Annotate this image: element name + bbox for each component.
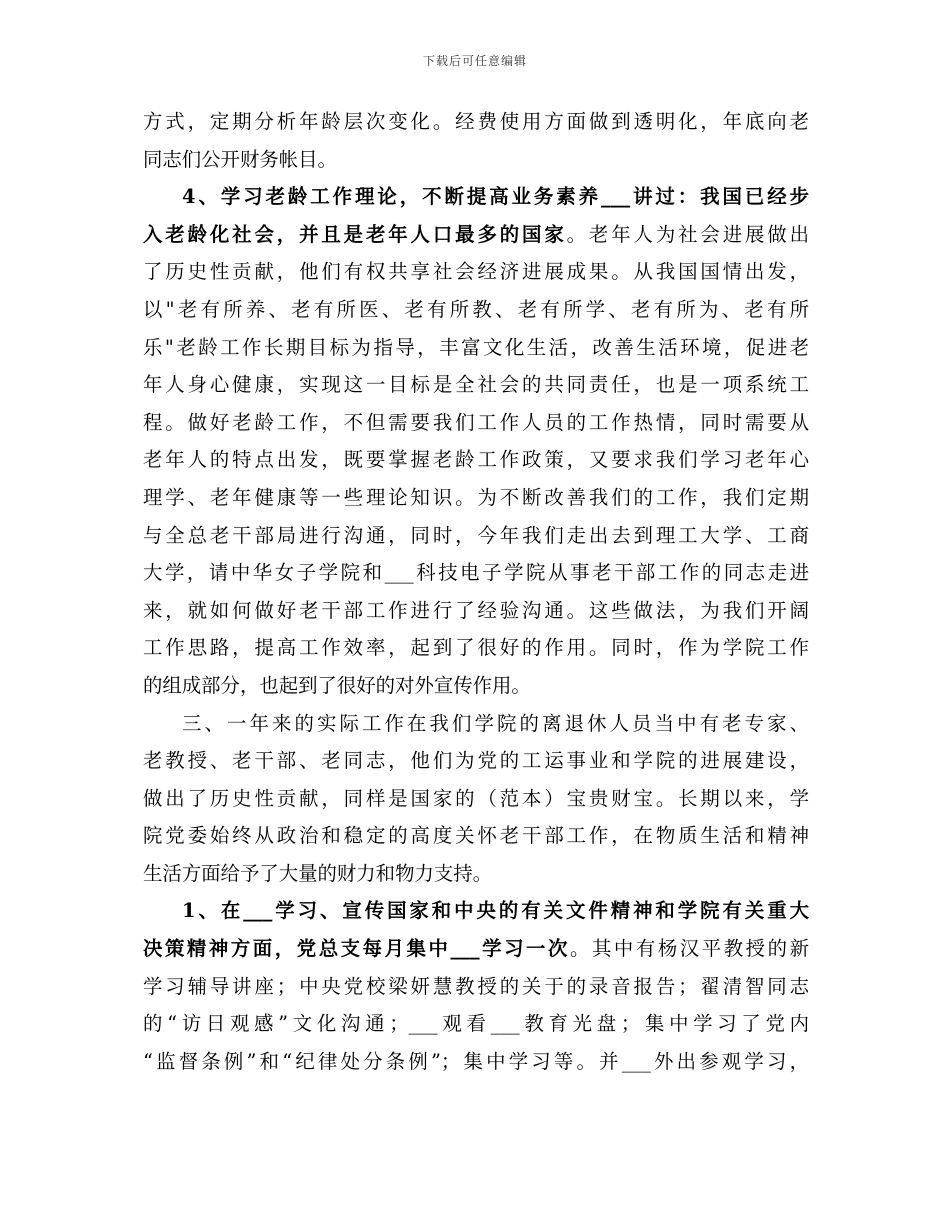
text-line	[143, 968, 809, 1006]
text-line	[143, 329, 809, 367]
text-segment: 三、一年来的实际工作在我们学院的离退休人员当中有老专家、	[182, 711, 809, 735]
text-segment: 院党委始终从政治和稳定的高度关怀老干部工作，在物质生活和精神	[143, 824, 809, 848]
text-segment: 方式，定期分析年龄层次变化。经费使用方面做到透明化，年底向老	[143, 110, 809, 133]
text-segment: 的“访日观感”文化沟通；___观看___教育光盘；集中学习了党内	[143, 1012, 809, 1036]
bold-heading-segment: 4、学习老龄工作理论，不断提高业务素养___讲过：我国已经步	[182, 185, 809, 209]
page-header: 下载后可任意编辑	[422, 54, 527, 68]
bold-heading-segment: 1、在___学习、宣传国家和中央的有关文件精神和学院有关重大	[182, 899, 809, 923]
text-line	[143, 817, 809, 855]
text-segment: 老年人的特点出发，既要掌握老龄工作政策，又要求我们学习老年心	[143, 448, 809, 472]
text-segment: 理学、老年健康等一些理论知识。为不断改善我们的工作，我们定期	[143, 485, 809, 509]
bold-heading-segment: 入老龄化社会，并且是老年人口最多的国家	[143, 222, 567, 246]
text-segment: 老教授、老干部、老同志，他们为党的工运事业和学院的进展建设，	[143, 749, 809, 773]
text-segment: 学习辅导讲座；中央党校梁妍慧教授的关于的录音报告；翟清智同志	[143, 974, 809, 998]
text-segment: 乐"老龄工作长期目标为指导，丰富文化生活，改善生活环境，促进老	[143, 335, 809, 359]
text-segment: 。老年人为社会进展做出	[566, 222, 809, 246]
text-line	[143, 554, 809, 592]
text-segment: 来，就如何做好老干部工作进行了经验沟通。这些做法，为我们开阔	[143, 598, 809, 622]
text-segment: 工作思路，提高工作效率，起到了很好的作用。同时，作为学院工作	[143, 636, 809, 660]
text-line	[143, 930, 809, 968]
text-line	[143, 1043, 809, 1081]
text-line	[143, 479, 809, 517]
text-line	[143, 517, 809, 555]
text-line	[143, 780, 809, 818]
text-segment: 。其中有杨汉平教授的新	[569, 937, 809, 961]
text-line	[143, 592, 809, 630]
text-line	[143, 742, 809, 780]
text-segment: 年人身心健康，实现这一目标是全社会的共同责任，也是一项系统工	[143, 373, 809, 397]
text-line	[143, 667, 809, 705]
text-line	[143, 366, 809, 404]
text-segment: 程。做好老龄工作，不但需要我们工作人员的工作热情，同时需要从	[143, 410, 809, 434]
text-line	[143, 892, 809, 930]
text-line	[143, 629, 809, 667]
bold-heading-segment: 决策精神方面，党总支每月集中___学习一次	[143, 937, 570, 961]
text-line	[143, 1005, 809, 1043]
text-segment: “监督条例”和“纪律处分条例”；集中学习等。并___外出参观学习，	[143, 1049, 809, 1073]
text-line	[143, 178, 809, 216]
document-body	[143, 103, 809, 1080]
text-line	[143, 705, 809, 743]
text-segment: 同志们公开财务帐目。	[143, 147, 337, 171]
text-line	[143, 253, 809, 291]
text-line	[143, 291, 809, 329]
text-segment: 大学，请中华女子学院和___科技电子学院从事老干部工作的同志走进	[143, 561, 809, 585]
text-segment: 与全总老干部局进行沟通，同时，今年我们走出去到理工大学、工商	[143, 523, 809, 547]
text-line	[143, 103, 809, 141]
text-line	[143, 404, 809, 442]
text-segment: 了历史性贡献，他们有权共享社会经济进展成果。从我国国情出发，	[143, 260, 809, 284]
text-line	[143, 855, 809, 893]
text-segment: 的组成部分，也起到了很好的对外宣传作用。	[143, 673, 531, 697]
text-segment: 做出了历史性贡献，同样是国家的（范本）宝贵财宝。长期以来，学	[143, 786, 809, 810]
text-segment: 生活方面给予了大量的财力和物力支持。	[143, 861, 493, 885]
text-line	[143, 141, 809, 179]
text-segment: 以"老有所养、老有所医、老有所教、老有所学、老有所为、老有所	[143, 297, 809, 321]
text-line	[143, 441, 809, 479]
text-line	[143, 216, 809, 254]
